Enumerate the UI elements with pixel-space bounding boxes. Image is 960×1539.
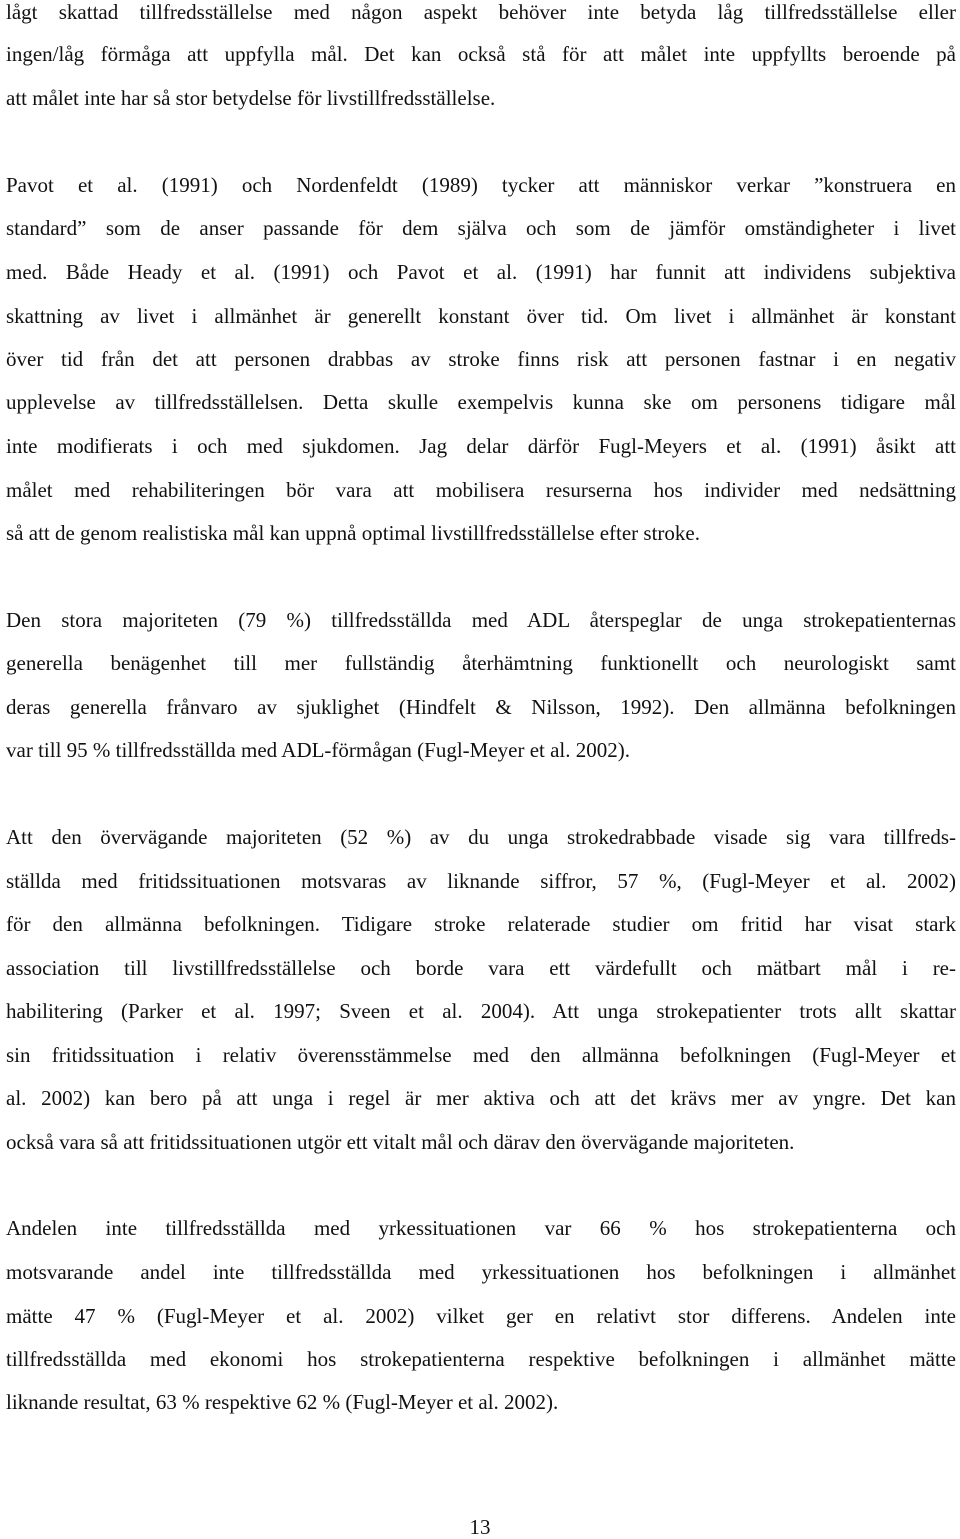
paragraph-4-line-1: Att den övervägande majoriteten (52 %) av du unga strokedrabbade visade sig vara tillfreds- xyxy=(6,825,956,849)
paragraph-5-line-5: liknande resultat, 63 % respektive 62 % (Fugl-Meyer et al. 2002). xyxy=(6,1390,559,1414)
paragraph-2-line-3: med. Både Heady et al. (1991) och Pavot et al. (1991) har funnit att individens subjektiva xyxy=(6,260,956,284)
paragraph-5-line-1: Andelen inte tillfredsställda med yrkessituationen var 66 % hos strokepatienterna och xyxy=(6,1216,956,1240)
paragraph-4-line-2: ställda med fritidssituationen motsvaras av liknande siffror, 57 %, (Fugl-Meyer et al. 2002) xyxy=(6,869,956,893)
paragraph-3-line-1: Den stora majoriteten (79 %) tillfredsställda med ADL återspeglar de unga strokepatienternas xyxy=(6,608,956,632)
paragraph-5-line-3: mätte 47 % (Fugl-Meyer et al. 2002) vilket ger en relativt stor differens. Andelen inte xyxy=(6,1304,956,1328)
paragraph-5-line-4: tillfredsställda med ekonomi hos strokepatienterna respektive befolkningen i allmänhet mätte xyxy=(6,1347,956,1371)
paragraph-3-line-3: deras generella frånvaro av sjuklighet (Hindfelt & Nilsson, 1992). Den allmänna befolkningen xyxy=(6,695,956,719)
paragraph-4-line-3: för den allmänna befolkningen. Tidigare stroke relaterade studier om fritid har visat stark xyxy=(6,912,956,936)
paragraph-1-line-2: ingen/låg förmåga att uppfylla mål. Det kan också stå för att målet inte uppfyllts beroende på xyxy=(6,42,956,66)
paragraph-2-line-7: inte modifierats i och med sjukdomen. Jag delar därför Fugl-Meyers et al. (1991) åsikt att xyxy=(6,434,956,458)
paragraph-4-line-6: sin fritidssituation i relativ överensstämmelse med den allmänna befolkningen (Fugl-Meyer et xyxy=(6,1043,956,1067)
paragraph-1-line-1: lågt skattad tillfredsställelse med någon aspekt behöver inte betyda låg tillfredsställelse eller xyxy=(6,0,956,24)
paragraph-4-line-8: också vara så att fritidssituationen utgör ett vitalt mål och därav den övervägande majoriteten. xyxy=(6,1130,795,1154)
paragraph-4-line-7: al. 2002) kan bero på att unga i regel är mer aktiva och att det krävs mer av yngre. Det kan xyxy=(6,1086,956,1110)
paragraph-1-line-3: att målet inte har så stor betydelse för livstillfredsställelse. xyxy=(6,86,496,110)
paragraph-2-line-9: så att de genom realistiska mål kan uppnå optimal livstillfredsställelse efter stroke. xyxy=(6,521,700,545)
paragraph-3-line-4: var till 95 % tillfredsställda med ADL-förmågan (Fugl-Meyer et al. 2002). xyxy=(6,738,631,762)
paragraph-2-line-1: Pavot et al. (1991) och Nordenfeldt (1989) tycker att människor verkar ”konstruera en xyxy=(6,173,956,197)
paragraph-2-line-5: över tid från det att personen drabbas av stroke finns risk att personen fastnar i en negativ xyxy=(6,347,956,371)
page-number: 13 xyxy=(469,1515,491,1539)
paragraph-5-line-2: motsvarande andel inte tillfredsställda med yrkessituationen hos befolkningen i allmänhet xyxy=(6,1260,956,1284)
paragraph-2-line-8: målet med rehabiliteringen bör vara att mobilisera resurserna hos individer med nedsättning xyxy=(6,478,956,502)
paragraph-2-line-4: skattning av livet i allmänhet är generellt konstant över tid. Om livet i allmänhet är konstant xyxy=(6,304,956,328)
paragraph-3-line-2: generella benägenhet till mer fullständig återhämtning funktionellt och neurologiskt samt xyxy=(6,651,956,675)
paragraph-4-line-4: association till livstillfredsställelse och borde vara ett värdefullt och mätbart mål i re- xyxy=(6,956,956,980)
paragraph-2-line-6: upplevelse av tillfredsställelsen. Detta skulle exempelvis kunna ske om personens tidigare mål xyxy=(6,390,956,414)
paragraph-2-line-2: standard” som de anser passande för dem själva och som de jämför omständigheter i livet xyxy=(6,216,956,240)
paragraph-4-line-5: habilitering (Parker et al. 1997; Sveen et al. 2004). Att unga strokepatienter trots allt skattar xyxy=(6,999,956,1023)
